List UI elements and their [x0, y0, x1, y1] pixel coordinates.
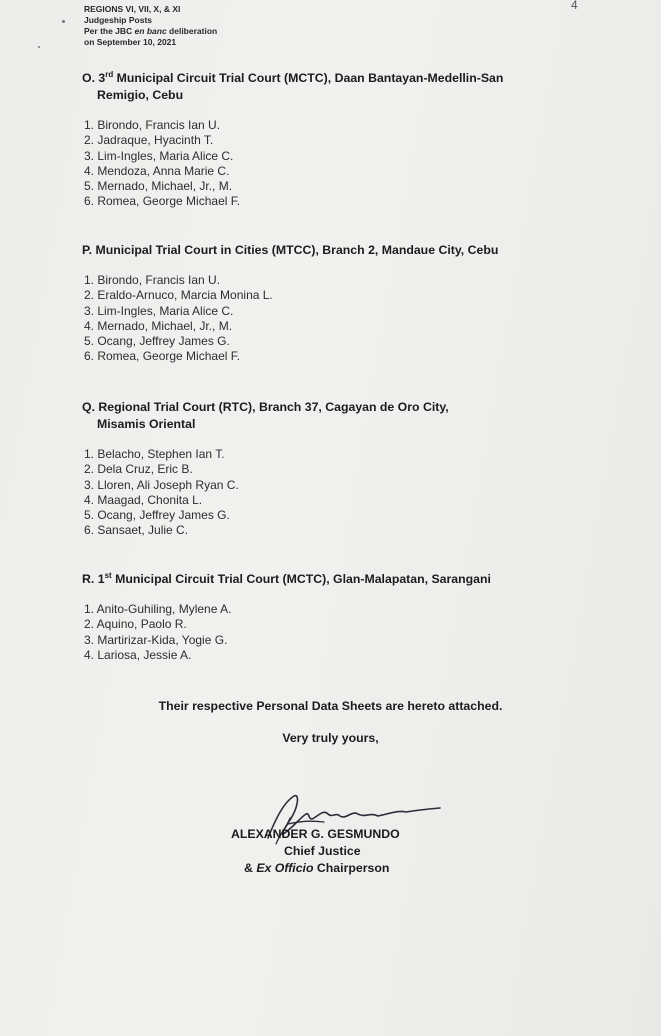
court-location: Remigio, Cebu: [97, 88, 184, 102]
title-prefix: &: [244, 861, 257, 875]
nominee: 1. Birondo, Francis Ian U.: [84, 118, 221, 132]
nominee: 5. Ocang, Jeffrey James G.: [84, 508, 230, 523]
document-header: [84, 4, 217, 48]
nominee: 5. Mernado, Michael, Jr., M.: [84, 179, 233, 194]
nominee: 1. Birondo, Francis Ian U.: [84, 273, 221, 287]
ordinal-number: 1: [97, 572, 105, 586]
nominee: 1. Anito-Guhiling, Mylene A.: [84, 602, 232, 616]
court-location: Misamis Oriental: [97, 417, 196, 431]
nominee: 3. Martirizar-Kida, Yogie G.: [84, 632, 228, 647]
ordinal-number: 3: [98, 71, 106, 85]
section-letter: Q.: [82, 400, 95, 414]
section-q: [82, 399, 622, 539]
nominee: 4. Mernado, Michael, Jr., M.: [84, 318, 233, 333]
ordinal-suffix: st: [104, 570, 112, 580]
section-letter: R.: [82, 572, 95, 586]
nominee: 6. Romea, George Michael F.: [84, 349, 241, 364]
nominee: 5. Ocang, Jeffrey James G.: [84, 334, 230, 349]
signatory-name: ALEXANDER G. GESMUNDO: [231, 827, 400, 841]
nominee: 6. Romea, George Michael F.: [84, 194, 241, 209]
nominee: 2. Eraldo-Arnuco, Marcia Monina L.: [84, 288, 273, 303]
court-name: Regional Trial Court (RTC), Branch 37, Cagayan de Oro City,: [98, 400, 449, 414]
title-italic: Ex Officio: [256, 861, 314, 875]
section-p-title: [82, 242, 622, 259]
nominee-list: [82, 273, 622, 365]
nominee: 4. Maagad, Chonita L.: [84, 492, 203, 507]
signatory-title-2: [231, 860, 400, 877]
nominee: 2. Dela Cruz, Eric B.: [84, 462, 193, 477]
signature-block: [231, 826, 400, 877]
nominee: 4. Lariosa, Jessie A.: [84, 647, 192, 662]
section-q-title: [82, 399, 622, 433]
header-regions: REGIONS VI, VII, X, & XI: [84, 4, 181, 14]
section-letter: P.: [82, 243, 93, 257]
section-letter: O.: [82, 71, 95, 85]
section-r-title: [82, 571, 622, 588]
nominee-list: [82, 447, 622, 539]
header-posts: Judgeship Posts: [84, 15, 153, 25]
page-number: 4: [571, 0, 578, 12]
nominee: 3. Lim-Ingles, Maria Alice C.: [84, 148, 234, 163]
nominee: 6. Sansaet, Julie C.: [84, 523, 189, 538]
nominee: 1. Belacho, Stephen Ian T.: [84, 447, 225, 461]
nominee: 2. Jadraque, Hyacinth T.: [84, 133, 214, 148]
title-suffix: Chairperson: [313, 861, 390, 875]
ordinal-suffix: rd: [105, 69, 114, 79]
nominee: 4. Mendoza, Anna Marie C.: [84, 163, 230, 178]
attachment-note: Their respective Personal Data Sheets are hereto attached.: [158, 699, 503, 713]
header-deliberation: Per the JBC en banc deliberation: [84, 26, 218, 36]
court-name: Municipal Trial Court in Cities (MTCC), Branch 2, Mandaue City, Cebu: [95, 243, 499, 257]
section-r: [82, 571, 622, 663]
nominee-list: [82, 602, 622, 663]
scan-speck: [38, 46, 40, 48]
scan-speck: [62, 20, 65, 23]
nominee: 3. Lim-Ingles, Maria Alice C.: [84, 303, 234, 318]
nominee-list: [82, 118, 622, 210]
nominee: 3. Lloren, Ali Joseph Ryan C.: [84, 477, 239, 492]
section-o: [82, 70, 622, 210]
header-date: on September 10, 2021: [84, 37, 177, 47]
section-o-title: [82, 70, 622, 104]
court-name: Municipal Circuit Trial Court (MCTC), Glan-Malapatan, Sarangani: [115, 572, 491, 586]
court-name: Municipal Circuit Trial Court (MCTC), Daan Bantayan-Medellin-San: [116, 71, 504, 85]
closing-salutation: Very truly yours,: [282, 731, 379, 745]
section-p: [82, 242, 622, 365]
signatory-title: Chief Justice: [284, 844, 361, 858]
nominee: 2. Aquino, Paolo R.: [84, 617, 187, 632]
